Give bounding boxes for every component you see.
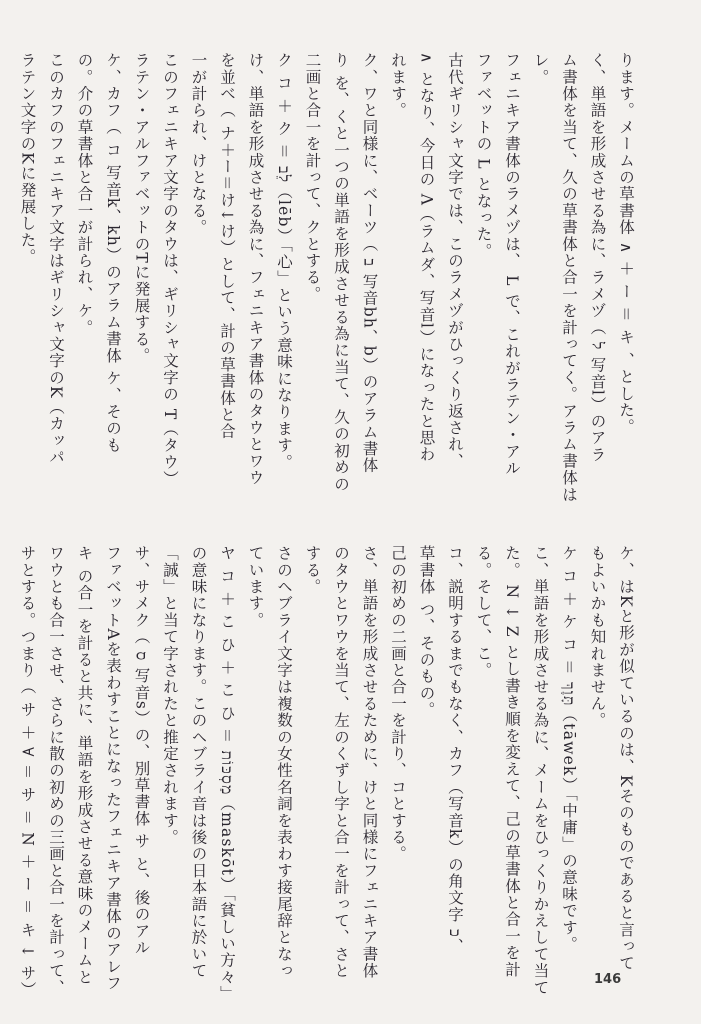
text-line: ワウとも合一させ、さらに散の初めの三画と合一を計って、 [47,545,65,996]
text-line: 草書体 つ、そのもの。 [417,545,436,719]
text-line: キ の合一を計ると共に、単語を形成させる意味のメームと [75,545,94,986]
text-line: 「誠」と当て字されたと推定されます。 [161,545,179,846]
text-line: 己の初めの二画と合一を計り、コとする。 [389,545,407,863]
text-line: た。 Ν ↓ Ζ とし書き順を変えて、己の草書体と合一を計 [503,545,521,978]
text-line: を並べ（ ナ＋ー＝け↓け）として、計の草書体と合 [218,52,236,440]
text-line: サ、サメク（ ס 写音s）の、別草書体 サ と、後のアル [132,545,151,957]
text-line: ラテン・アルファベットのTに発展する。 [132,52,151,365]
text-line: く、単語を形成させる為に、ラメヅ（ ל 写音l）のアラ [588,52,607,463]
text-line: ラテン文字のKに発展した。 [18,52,37,266]
text-line: ∧ となり、今日の Λ（ラムダ、写音l）になったと思わ [417,52,436,463]
text-line: ク コ ＋ ク ＝ לֵב（lēb）「心」という意味になります。 [275,52,293,471]
text-line: ります。メームの草書体 ∧ ＋ ー ＝ キ 、とした。 [617,52,635,436]
text-line: さのヘブライ文字は複数の女性名詞を表わす接尾辞となっ [275,545,293,980]
text-line: ケ コ ＋ ケ コ ＝ תָּוֶךְ（tāwek）「中庸」の意味です。 [560,545,578,953]
text-line: する。 [303,545,322,596]
text-line: ク、ワと同様に、ベーツ（ ב 写音bh、b）のアラム書体 [360,52,379,474]
text-line: 一が計られ、けとなる。 [189,52,208,236]
text-line: る。そして、こ。 [474,545,493,679]
text-line: このフェニキア文字のタウは、ギリシャ文字の T（タウ） [161,52,179,488]
text-line: さ、単語を形成させるために、けと同様にフェニキア書体 [360,545,379,980]
text-line: こ、単語を形成させる為に、メームをひっくりかえして当て [531,545,550,996]
text-line: コ、説明するまでもなく、カフ（写音k）の角文字 כ、 [446,545,464,955]
page-number: 146 [594,972,622,987]
text-line: 古代ギリシャ文字では、このラメヅがひっくり返され、 [446,52,464,470]
text-line: り を、くと一つの単語を形成させる為に当て、久の初めの [332,52,350,493]
upper-text-block [18,52,640,514]
text-line: レ。 [531,52,550,86]
text-line: ヤ コ ＋ こ ひ ＋ こ ひ ＝ מַסְכּוֹת（maskōt）「貧しい方々」 [218,545,236,1003]
text-line: ファベットAを表わすことになったフェニキア書体のアレフ [104,545,122,992]
text-line: もよいかも知れません。 [588,545,607,729]
text-line: 二画と合一を計って、クとする。 [303,52,322,303]
text-line: ム書体を当て、久の草書体と合一を計ってく。アラム書体は [560,52,578,503]
text-line: このカフのフェニキア文字はギリシャ文字のK（カッパ [47,52,65,466]
text-line: ファベットの L となった。 [474,52,493,260]
text-line: の意味になります。このヘブライ音は後の日本語に於いて [189,545,208,980]
text-line: れます。 [389,52,407,119]
text-line: ケ、カフ（ コ 写音k、kh）のアラム書体 ケ、そのも [104,52,122,454]
text-line: ています。 [246,545,265,629]
text-line: け、単語を形成させる為に、フェニキア書体のタウとワウ [246,52,265,487]
text-line: サとする。つまり（ サ ＋ ∀ ＝ サ ＝ Ν ＋ ー ＝ キ ↓ サ） [18,545,37,999]
text-line: ケ、はKと形が似ているのは、Kそのものであると言って [617,545,635,972]
text-line: フェニキア書体のラメヅは、 L で、これがラテン・アル [503,52,521,477]
text-line: のタウとワウを当て、左のくずし字と合一を計って、さと [332,545,350,980]
text-line: の。介の草書体と合一が計られ、ケ。 [75,52,94,336]
